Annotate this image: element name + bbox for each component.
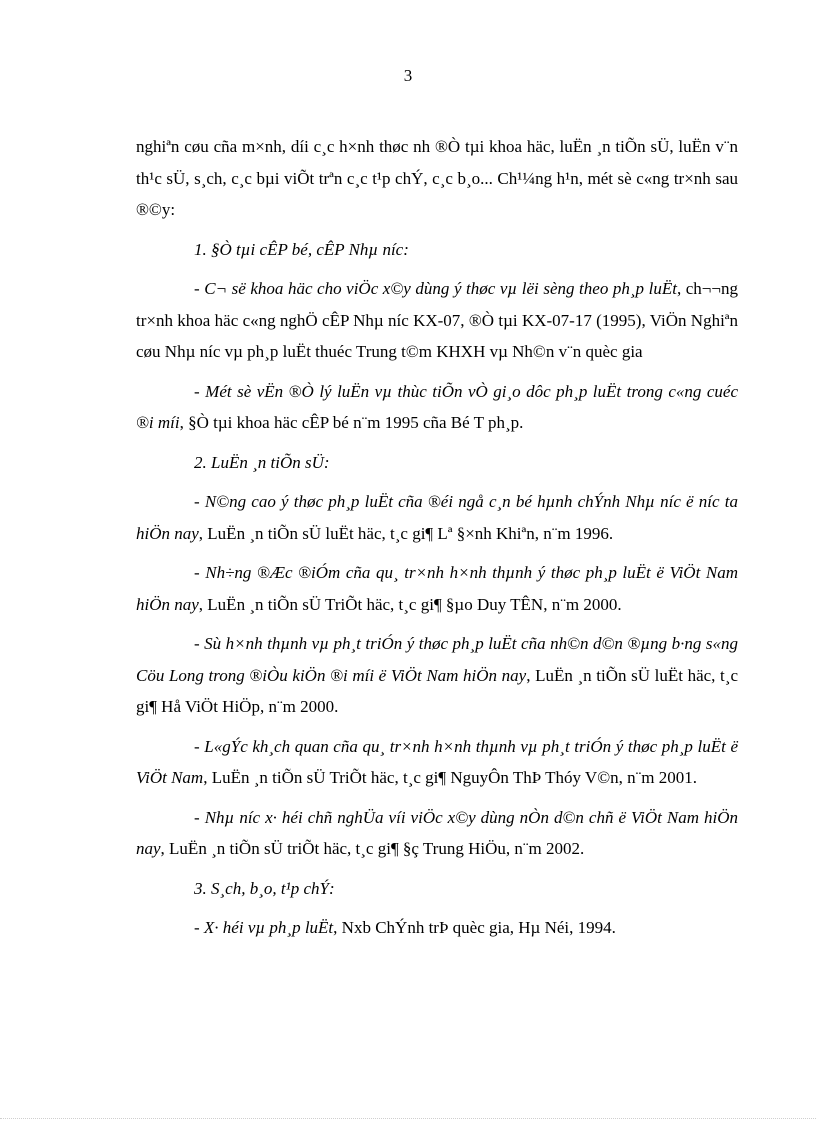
page-bottom-border: [0, 1118, 816, 1119]
reference-details: , Nxb ChÝnh trÞ quèc gia, Hµ Néi, 1994.: [333, 918, 616, 937]
reference-details: , §Ò tµi khoa häc cÊP bé n¨m 1995 cña Bé T ph¸p.: [179, 413, 524, 432]
section-heading-2: 2. LuËn ¸n tiÕn sÜ:: [194, 452, 330, 472]
reference-item: - N©ng cao ý thøc ph¸p luËt cña ®éi ngå c¸n bé hµnh chÝnh Nhµ níc ë níc ta hiÖn nay, LuËn ¸n tiÕn sÜ luËt häc, t¸c gi¶ Lª §×nh Khiªn, n¨m 1996.: [136, 492, 738, 543]
reference-item: - C¬ së khoa häc cho viÖc x©y dùng ý thøc vµ lëi sèng theo ph¸p luËt, ch¬¬ng tr×nh khoa häc c«ng nghÖ cÊP Nhµ níc KX-07, ®Ò tµi KX-07-17 (1995), ViÖn Nghiªn cøu Nhµ níc vµ ph¸p luËt thuéc Trung t©m KHXH vµ Nh©n v¨n quèc gia: [136, 279, 738, 361]
reference-details: , LuËn ¸n tiÕn sÜ luËt häc, t¸c gi¶ Hå ViÖt HiÖp, n¨m 2000.: [136, 665, 738, 716]
reference-details: , LuËn ¸n tiÕn sÜ TriÕt häc, t¸c gi¶ §µo Duy TÊN, n¨m 2000.: [198, 594, 622, 614]
intro-paragraph: nghiªn cøu cña m×nh, díi c¸c h×nh thøc nh ®Ò tµi khoa häc, luËn ¸n tiÕn sÜ, luËn v¨n th¹c sÜ, s¸ch, c¸c bµi viÕt trªn c¸c t¹p chÝ, c¸c b¸o... Ch¹¼ng h¹n, mét sè c«ng tr×nh sau ®©y:: [136, 137, 738, 219]
reference-title: Nh÷ng ®Æc ®iÓm cña qu¸ tr×nh h×nh thµnh ý thøc ph¸p luËt ë ViÖt Nam hiÖn nay: [136, 563, 738, 614]
document-body: [136, 131, 738, 952]
reference-details: , LuËn ¸n tiÕn sÜ TriÕt häc, t¸c gi¶ NguyÔn ThÞ Thóy V©n, n¨m 2001.: [203, 768, 698, 787]
reference-item: - L«gÝc kh¸ch quan cña qu¸ tr×nh h×nh thµnh vµ ph¸t triÓn ý thøc ph¸p luËt ë ViÖt Nam, LuËn ¸n tiÕn sÜ TriÕt häc, t¸c gi¶ NguyÔn ThÞ Thóy V©n, n¨m 2001.: [136, 736, 738, 787]
reference-item: - Mét sè vËn ®Ò lý luËn vµ thùc tiÕn vÒ gi¸o dôc ph¸p luËt trong c«ng cuéc ®i míi, §Ò tµi khoa häc cÊP bé n¨m 1995 cña Bé T ph¸p.: [136, 381, 738, 432]
reference-item: - Nhµ níc x· héi chñ nghÜa víi viÖc x©y dùng nÒn d©n chñ ë ViÖt Nam hiÖn nay, LuËn ¸n tiÕn sÜ triÕt häc, t¸c gi¶ §ç Trung HiÖu, n¨m 2002.: [136, 807, 739, 858]
reference-item: - Sù h×nh thµnh vµ ph¸t triÓn ý thøc ph¸p luËt cña nh©n d©n ®µng b·ng s«ng Cöu Long trong ®iÒu kiÖn ®i míi ë ViÖt Nam hiÖn nay, LuËn ¸n tiÕn sÜ luËt häc, t¸c gi¶ Hå ViÖt HiÖp, n¨m 2000.: [136, 634, 738, 716]
reference-details: , ch¬¬ng tr×nh khoa häc c«ng nghÖ cÊP Nhµ níc KX-07, ®Ò tµi KX-07-17 (1995), ViÖn Nghiªn cøu Nhµ níc vµ ph¸p luËt thuéc Trung t©m KHXH vµ Nh©n v¨n quèc gia: [136, 279, 738, 361]
reference-title: Sù h×nh thµnh vµ ph¸t triÓn ý thøc ph¸p luËt cña nh©n d©n ®µng b·ng s«ng Cöu Long trong ®iÒu kiÖn ®i míi ë ViÖt Nam hiÖn nay: [136, 634, 738, 685]
reference-title: C¬ së khoa häc cho viÖc x©y dùng ý thøc vµ lëi sèng theo ph¸p luËt: [204, 279, 677, 298]
reference-details: , LuËn ¸n tiÕn sÜ luËt häc, t¸c gi¶ Lª §×nh Khiªn, n¨m 1996.: [198, 523, 614, 543]
reference-title: Mét sè vËn ®Ò lý luËn vµ thùc tiÕn vÒ gi¸o dôc ph¸p luËt trong c«ng cuéc ®i míi: [136, 381, 738, 432]
reference-item: - X· héi vµ ph¸p luËt, Nxb ChÝnh trÞ quèc gia, Hµ Néi, 1994.: [194, 918, 616, 937]
reference-title: Nhµ níc x· héi chñ nghÜa víi viÖc x©y dùng nÒn d©n chñ ë ViÖt Nam hiÖn nay: [136, 807, 739, 858]
section-heading-1: 1. §Ò tµi cÊP bé, cÊP Nhµ níc:: [194, 239, 409, 259]
reference-item: - Nh÷ng ®Æc ®iÓm cña qu¸ tr×nh h×nh thµnh ý thøc ph¸p luËt ë ViÖt Nam hiÖn nay, LuËn ¸n tiÕn sÜ TriÕt häc, t¸c gi¶ §µo Duy TÊN, n¨m 2000.: [136, 563, 738, 614]
section-heading-3: 3. S¸ch, b¸o, t¹p chÝ:: [194, 878, 335, 898]
reference-title: N©ng cao ý thøc ph¸p luËt cña ®éi ngå c¸n bé hµnh chÝnh Nhµ níc ë níc ta hiÖn nay: [136, 492, 738, 543]
page-number: 3: [403, 66, 413, 85]
reference-title: X· héi vµ ph¸p luËt: [203, 918, 334, 937]
reference-title: L«gÝc kh¸ch quan cña qu¸ tr×nh h×nh thµnh vµ ph¸t triÓn ý thøc ph¸p luËt ë ViÖt Nam: [136, 736, 738, 787]
reference-details: , LuËn ¸n tiÕn sÜ triÕt häc, t¸c gi¶ §ç Trung HiÖu, n¨m 2002.: [160, 839, 585, 858]
